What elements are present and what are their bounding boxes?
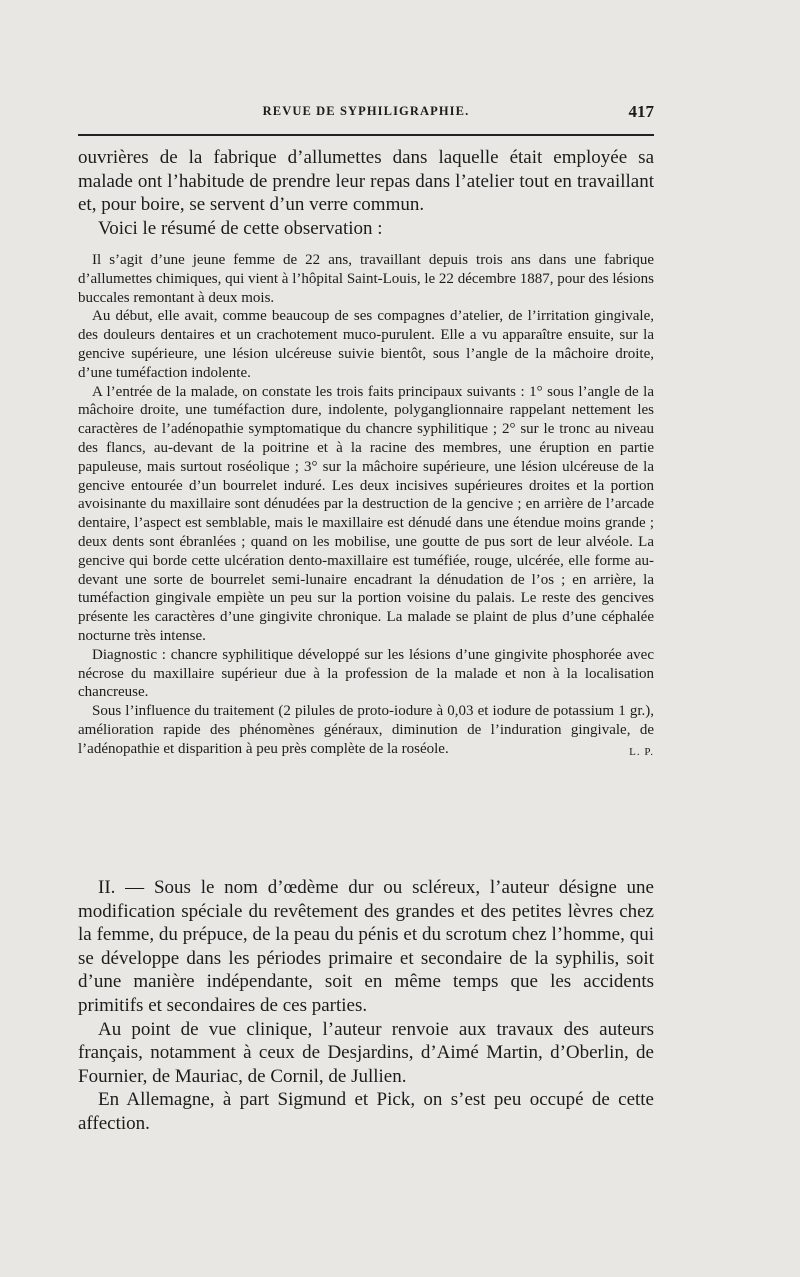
summary-paragraph: Diagnostic : chancre syphilitique développé sur les lésions d’une gingivite phosphorée avec nécrose du maxillaire supérieur due à la profession de la malade et non à la localisation chancreuse. (78, 646, 654, 701)
page-header (78, 102, 654, 126)
running-title: REVUE DE SYPHILIGRAPHIE. (262, 104, 470, 118)
summary-paragraph: Au début, elle avait, comme beaucoup de ses compagnes d’atelier, de l’irritation gingivale, des douleurs dentaires et un crachotement muco-purulent. Elle a vu apparaître ensuite, sur la gencive supérieure, une lésion ulcéreuse suivie bientôt, sous l’angle de la mâchoire droite, d’une tuméfaction indolente. (78, 308, 654, 381)
summary-paragraph-text: Sous l’influence du traitement (2 pilules de proto-iodure à 0,03 et iodure de potassium 1 gr.), amélioration rapide des phénomènes généraux, diminution de l’induration gingivale, de l’adénopathie et disparition à peu près complète de la roséole. (78, 703, 654, 757)
intro-text (78, 146, 654, 240)
observation-summary (78, 251, 654, 762)
page-number: 417 (628, 102, 654, 121)
summary-paragraph (78, 702, 654, 758)
section-two (78, 876, 654, 1136)
summary-paragraph: A l’entrée de la malade, on constate les trois faits principaux suivants : 1° sous l’angle de la mâchoire droite, une tuméfaction dure, indolente, polyganglionnaire rappelant nettement les caractères de l’adénopathie symptomatique du chancre syphilitique ; 2° sur le tronc au niveau des flancs, au-devant de la poitrine et à la racine des membres, une éruption en partie papuleuse, mais surtout roséolique ; 3° sur la mâchoire supérieure, une lésion ulcéreuse de la gencive entourée d’un bourrelet induré. Les deux incisives supérieures droites et la portion avoisinante du maxillaire sont dénudées par la destruction de la gencive ; en arrière de l’arcade dentaire, l’aspect est semblable, mais le maxillaire est dénudé dans une étendue moins grande ; deux dents sont ébranlées ; quand on les mobilise, une goutte de pus sort de leur alvéole. La gencive qui borde cette ulcération dento-maxillaire est tuméfiée, rouge, ulcérée, elle forme au-devant une sorte de bourrelet semi-lunaire encadrant la dénudation de l’os ; en arrière, la tuméfaction gingivale empiète un peu sur la portion voisine du palais. Le reste des gencives présente les caractères d’une gingivite chronique. La malade se plaint de plus d’une céphalée nocturne très intense. (78, 383, 654, 644)
section-paragraph: II. — Sous le nom d’œdème dur ou scléreux, l’auteur désigne une modification spéciale du revêtement des grandes et des petites lèvres chez la femme, du prépuce, de la peau du pénis et du scrotum chez l’homme, qui se développe dans les périodes primaire et secondaire de la syphilis, soit d’une manière indépendante, soit en même temps que les accidents primitifs et secondaires de ces parties. (78, 877, 654, 1016)
section-paragraph: Au point de vue clinique, l’auteur renvoie aux travaux des auteurs français, notamment à ceux de Desjardins, d’Aimé Martin, d’Oberlin, de Fournier, de Mauriac, de Cornil, de Jullien. (78, 1018, 654, 1087)
section-paragraph: En Allemagne, à part Sigmund et Pick, on s’est peu occupé de cette affection. (78, 1089, 654, 1134)
intro-paragraph: Voici le résumé de cette observation : (98, 217, 383, 239)
intro-paragraph: ouvrières de la fabrique d’allumettes dans laquelle était employée sa malade ont l’habitude de prendre leur repas dans l’atelier tout en travaillant et, pour boire, se servent d’un verre commun. (78, 147, 654, 215)
header-rule (78, 134, 654, 136)
author-signature: L. P. (629, 745, 654, 758)
summary-paragraph: Il s’agit d’une jeune femme de 22 ans, travaillant depuis trois ans dans une fabrique d’allumettes chimiques, qui vient à l’hôpital Saint-Louis, le 22 décembre 1887, pour des lésions buccales remontant à deux mois. (78, 252, 654, 306)
